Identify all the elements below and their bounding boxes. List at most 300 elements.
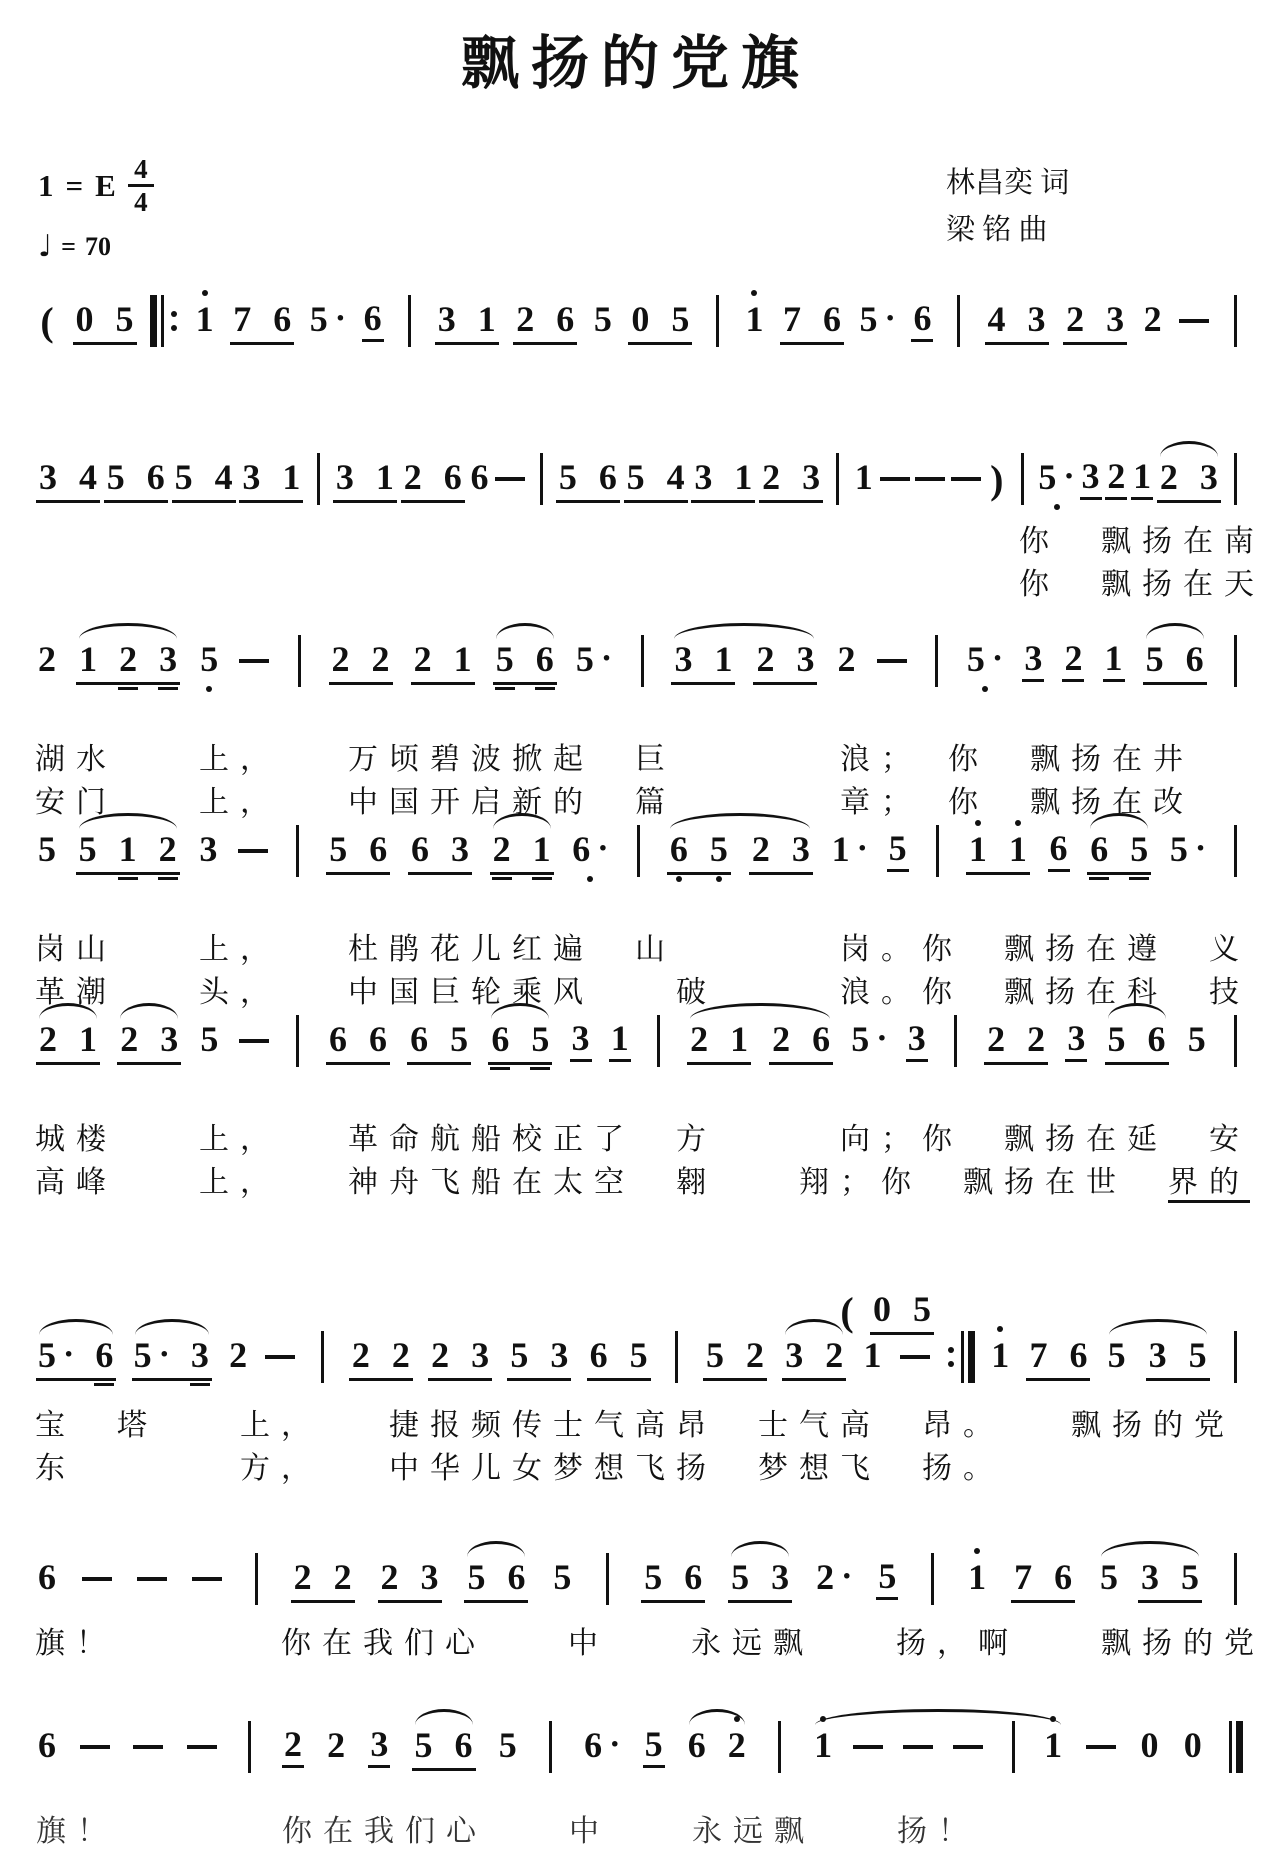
beam-group [686, 1006, 752, 1076]
note: 2 [431, 1335, 450, 1375]
note: 2 [281, 1712, 305, 1782]
parenthesis: ) [990, 456, 1004, 502]
lyrics-row [35, 928, 1248, 971]
notes-row [35, 1712, 1248, 1782]
note: 3 [674, 639, 693, 679]
note: 6 [684, 1557, 703, 1597]
lyric-text: 宝 塔 上， 捷报频传士气高昂 士气高 昂。 飘扬的党 [35, 1409, 1235, 1442]
barline [1224, 626, 1248, 696]
slur-group [727, 1544, 793, 1614]
note: 5 [528, 1006, 552, 1076]
note: 3 [450, 829, 469, 869]
beam-group [752, 626, 818, 696]
beam-group [965, 816, 1031, 886]
note: 5 · [133, 1335, 170, 1375]
note: 1 [1041, 1712, 1065, 1782]
tempo-equals: = [61, 231, 76, 261]
note: 1 [608, 1006, 632, 1076]
barline [706, 286, 730, 356]
barline [925, 816, 949, 886]
slur-group [1105, 1322, 1211, 1392]
note: 6 [1069, 1335, 1088, 1375]
note: 3 [335, 457, 354, 497]
barline [665, 1322, 689, 1392]
repeat-end-barline [945, 1322, 975, 1392]
note: 6 [589, 1335, 608, 1375]
note: 1 [282, 457, 301, 497]
beam-group [116, 1006, 182, 1076]
beam-group [406, 1006, 472, 1076]
note: 6 [146, 457, 165, 497]
note: 5 [1127, 816, 1151, 886]
barline [1011, 444, 1035, 514]
note: 2 [746, 1335, 765, 1375]
dash-note [913, 444, 947, 514]
note: 3 [694, 457, 713, 497]
beam-group [328, 626, 394, 696]
note: 1 [714, 639, 733, 679]
lyric-underlined: 界的 [1168, 1166, 1250, 1203]
note: 6 [556, 299, 575, 339]
note: 3 [905, 1006, 929, 1076]
dash-note [131, 1712, 165, 1782]
note: 5 · [965, 626, 1005, 696]
note: 5 [174, 457, 193, 497]
note: 3 [471, 1335, 490, 1375]
note: 1 [1130, 444, 1154, 514]
note: 1 [730, 1019, 749, 1059]
beam-group [487, 1006, 553, 1076]
beam-group [72, 286, 138, 356]
beam-group [1137, 1544, 1203, 1614]
note: 2 [39, 1019, 57, 1059]
note: 3 [550, 1335, 569, 1375]
lyrics-row [35, 563, 1265, 606]
note: 5 [642, 1712, 666, 1782]
note: 2 [371, 639, 390, 679]
barline [539, 1712, 563, 1782]
beam-group [400, 444, 466, 514]
beam-group [75, 816, 181, 886]
note: 6 [368, 1019, 387, 1059]
note: 2 [762, 457, 781, 497]
beam-group [768, 1006, 834, 1076]
note: 0 [1183, 1725, 1202, 1765]
key-tempo-block [38, 156, 154, 264]
dash-note [237, 626, 271, 696]
note: 1 [116, 816, 140, 886]
barline [647, 1006, 671, 1076]
note: 2 [116, 626, 140, 696]
note: 5 · [851, 1019, 888, 1059]
tempo-marking [38, 229, 154, 264]
note: 0 [631, 299, 650, 339]
barline [944, 1006, 968, 1076]
dash-note [190, 1544, 224, 1614]
note: 5 [450, 1019, 469, 1059]
note: 5 [875, 1544, 899, 1614]
note: 2 [413, 639, 432, 679]
barline [826, 444, 850, 514]
note: 5 · [859, 299, 896, 339]
key-equals: = [65, 167, 84, 203]
note: 2 [1143, 299, 1162, 339]
note: 3 [1021, 626, 1045, 696]
note: 6 [328, 1019, 347, 1059]
note: 6 · [584, 1725, 621, 1765]
beam-group [348, 1322, 414, 1392]
note: 3 [791, 829, 810, 869]
beam-group [229, 286, 295, 356]
note: 2 [38, 639, 56, 679]
note: 3 [199, 829, 218, 869]
notes-row [35, 816, 1248, 886]
lyric-text: 高峰 上， 神舟飞船在太空 翱 翔；你 飘扬在世 [35, 1166, 1168, 1199]
note: 7 [1029, 1335, 1048, 1375]
notes-row [35, 1322, 1248, 1392]
beam-group [512, 286, 578, 356]
beam-group [427, 1322, 493, 1392]
note: 7 [1014, 1557, 1033, 1597]
note: 3 [39, 457, 57, 497]
beam-group [131, 1322, 213, 1392]
note: 1 [79, 639, 98, 679]
system [35, 1544, 1265, 1665]
note: 2 [403, 457, 422, 497]
beam-group [492, 626, 558, 696]
note: 3 [1106, 299, 1125, 339]
note: 5 [38, 829, 56, 869]
notes-row [35, 1544, 1248, 1614]
note: 5 [731, 1557, 750, 1597]
beam-group [332, 444, 398, 514]
dash-note [898, 1322, 932, 1392]
note: 6 [410, 1019, 429, 1059]
note: 3 [1027, 299, 1046, 339]
note: 3 [156, 626, 180, 696]
beam-group [238, 444, 304, 514]
note: 4 [214, 457, 233, 497]
note: 6 [910, 286, 934, 356]
lyric-text: 安门 上， 中国开启新的 篇 章； 你 飘扬在改 [35, 786, 1194, 819]
note: 4 [666, 457, 685, 497]
dash-note [901, 1712, 935, 1782]
lyrics-block [35, 1404, 1248, 1490]
dash-note [263, 1322, 297, 1392]
barline [925, 626, 949, 696]
note: 5 [558, 457, 577, 497]
slur-group [1142, 626, 1208, 696]
note: 6 [273, 299, 292, 339]
system [35, 816, 1248, 1014]
note: 5 [510, 1335, 529, 1375]
note: 6 [1047, 816, 1071, 886]
note: 1 [742, 286, 766, 356]
slur-group [489, 816, 555, 886]
note: 2 [987, 1019, 1006, 1059]
note: 5 [1100, 1557, 1119, 1597]
slur-group [35, 1322, 117, 1392]
note: 5 [1181, 1557, 1200, 1597]
note: 2 [1159, 457, 1178, 497]
barline [595, 1544, 619, 1614]
note: 2 [380, 1557, 399, 1597]
lyrics-row [35, 738, 1248, 781]
slur-group [116, 1006, 182, 1076]
dash-note [185, 1712, 219, 1782]
barline [1224, 1544, 1248, 1614]
repeat-begin-barline [150, 286, 180, 356]
slur-group [670, 626, 818, 696]
note: 2 [756, 639, 775, 679]
key-name: E [95, 167, 116, 203]
dash-note [878, 444, 912, 514]
note: 6 [410, 829, 429, 869]
note: 1 [1102, 626, 1126, 696]
note: 2 [333, 1557, 352, 1597]
beam-group [325, 816, 391, 886]
beam-group [75, 626, 181, 696]
note: 2 [327, 1725, 346, 1765]
slur-group [666, 816, 814, 886]
beam-group [35, 444, 101, 514]
lyrics-row [35, 1118, 1248, 1161]
lyric-text: 你 飘扬在南 [35, 525, 1265, 558]
note: 4 [79, 457, 97, 497]
tempo-bpm: 70 [84, 231, 111, 261]
slur-group [75, 816, 181, 886]
note: 3 [796, 639, 815, 679]
dash-note [949, 444, 983, 514]
slur-group [1156, 444, 1222, 514]
note: 5 [593, 299, 612, 339]
key-signature [38, 156, 154, 215]
barline [626, 816, 650, 886]
note: 3 [802, 457, 821, 497]
beam-group [290, 1544, 356, 1614]
beam-group [983, 1006, 1049, 1076]
note: 5 [115, 299, 134, 339]
note: 3 [1141, 1557, 1160, 1597]
lyric-text: 你 飘扬在天 [35, 568, 1265, 601]
note: 6 [667, 816, 691, 886]
slur-group [35, 1006, 101, 1076]
note: 2 · [816, 1557, 853, 1597]
beam-group [555, 444, 621, 514]
note: 6 [488, 1006, 512, 1076]
note: 5 [467, 1557, 486, 1597]
beam-group [434, 286, 500, 356]
beam-group [623, 444, 689, 514]
barline [947, 286, 971, 356]
notes-row [35, 286, 1248, 356]
note: 5 [626, 457, 645, 497]
note: 7 [783, 299, 801, 339]
parenthesis: ( [840, 1288, 854, 1334]
note: 5 [707, 816, 731, 886]
note: 1 [811, 1712, 835, 1782]
beam-group [1010, 1544, 1076, 1614]
note: 2 [331, 639, 350, 679]
note: 1 [965, 1544, 989, 1614]
dash-note [237, 1006, 271, 1076]
dash-note [875, 626, 909, 696]
note: 1 [988, 1322, 1012, 1392]
beam-group [690, 444, 756, 514]
note: 2 [156, 816, 180, 886]
dash-note [1177, 286, 1211, 356]
note: 0 [873, 1289, 891, 1329]
note: 6 [533, 626, 557, 696]
note: 1 [530, 816, 554, 886]
beam-group [410, 626, 476, 696]
beam-group [1086, 816, 1152, 886]
note: 6 [823, 299, 841, 339]
beam-group [1142, 626, 1208, 696]
lyric-text: 东 方， 中华儿女梦想飞扬 梦想飞 扬。 [35, 1452, 1004, 1485]
slur-group [1097, 1544, 1203, 1614]
note: 5 [106, 457, 125, 497]
meter-bottom: 4 [134, 187, 148, 217]
lyrics-row [35, 1447, 1248, 1490]
parenthesis: ( [40, 298, 54, 344]
note: 5 · [575, 639, 613, 679]
note: 2 [837, 639, 856, 679]
page-title: 飘扬的党旗 [460, 31, 811, 96]
note: 6 [454, 1725, 473, 1765]
lyric-text: 湖水 上， 万顷碧波掀起 巨 浪； 你 飘扬在井 [35, 743, 1194, 776]
dash-note [78, 1712, 112, 1782]
lyrics-row [35, 1404, 1248, 1447]
barline [1001, 1712, 1025, 1782]
beam-group [727, 1544, 793, 1614]
note: 2 [391, 1335, 410, 1375]
note: 2 [229, 1335, 248, 1375]
barline [287, 626, 311, 696]
beam-group [463, 1544, 529, 1614]
barline [1224, 816, 1248, 886]
beam-group [35, 1322, 117, 1392]
note: 3 [1064, 1006, 1088, 1076]
note: 5 [414, 1725, 433, 1765]
note: 1 [193, 286, 217, 356]
note: 6 [1054, 1557, 1073, 1597]
key-tonic: 1 [38, 167, 54, 203]
note: 5 · [38, 1335, 75, 1375]
beam-group [781, 1322, 847, 1392]
note: 5 [644, 1557, 663, 1597]
barline [311, 1322, 335, 1392]
system [35, 1006, 1248, 1204]
note: 3 [1199, 457, 1218, 497]
note: 3 [160, 1019, 179, 1059]
notes-row [35, 444, 1248, 514]
quarter-note-icon: ♩ [38, 229, 53, 264]
lyrics-block [35, 1622, 1265, 1665]
slur-group [487, 1006, 553, 1076]
beam-group [1156, 444, 1222, 514]
note: 0 [1140, 1725, 1159, 1765]
system [35, 444, 1265, 606]
lyric-text: 旗！ 你在我们心 中 永远飘 扬，啊 飘扬的党 [35, 1627, 1265, 1660]
lyrics-block [35, 520, 1265, 606]
note: 6 [38, 1725, 56, 1765]
composer-credit: 梁 铭 曲 [946, 214, 1048, 246]
beam-group [1145, 1322, 1211, 1392]
final-barline [1224, 1712, 1248, 1782]
barline [286, 1006, 310, 1076]
beam-group [407, 816, 473, 886]
note: 5 [498, 1725, 517, 1765]
system [35, 1712, 1248, 1782]
beam-group [325, 1006, 391, 1076]
barline [920, 1544, 944, 1614]
lyrics-block [35, 1118, 1248, 1204]
system [35, 286, 1248, 356]
note: 3 [367, 1712, 391, 1782]
note: 6 [38, 1557, 56, 1597]
beam-group [103, 444, 169, 514]
note: 6 [812, 1019, 831, 1059]
note: 6 [470, 457, 489, 497]
slur-group [131, 1322, 213, 1392]
note: 2 [1104, 444, 1128, 514]
cutoff-lyrics-row: 旗！ 你在我们心 中 永远飘 扬！ [36, 1815, 979, 1848]
beam-group [1025, 1322, 1091, 1392]
note: 6 [1087, 816, 1111, 886]
dash-note [493, 444, 527, 514]
beam-group [377, 1544, 443, 1614]
note: 3 [420, 1557, 439, 1597]
note: 7 [233, 299, 252, 339]
note: 2 [825, 1335, 844, 1375]
slur-group [685, 1712, 749, 1782]
slur-group [686, 1006, 834, 1076]
note: 2 [1066, 299, 1085, 339]
note: 3 [242, 457, 261, 497]
note: 6 [443, 457, 462, 497]
barline [306, 444, 330, 514]
lyrics-row [35, 1622, 1265, 1665]
note: 5 · [1169, 829, 1207, 869]
note: 1 [734, 457, 753, 497]
note: 5 [493, 626, 517, 696]
slur-group [411, 1712, 477, 1782]
note: 6 [687, 1725, 706, 1765]
lyric-text: 城楼 上， 革命航船校正了 方 向；你 飘扬在延 安 [35, 1123, 1250, 1156]
note: 1 · [831, 829, 868, 869]
lyrics-block [35, 928, 1248, 1014]
note: 5 [1145, 639, 1164, 679]
barline [1224, 444, 1248, 514]
barline [245, 1544, 269, 1614]
slur-group [75, 626, 181, 696]
slur-group [781, 1322, 847, 1392]
barline [286, 816, 310, 886]
note: 2 [1027, 1019, 1046, 1059]
note: 2 [1061, 626, 1085, 696]
dash-note [80, 1544, 114, 1614]
note: 3 [1079, 444, 1103, 514]
note: 5 [706, 1335, 725, 1375]
note: 2 [120, 1019, 139, 1059]
beam-group [171, 444, 237, 514]
note: 1 [375, 457, 394, 497]
slur-group [1104, 1006, 1170, 1076]
dash-note [1084, 1712, 1118, 1782]
dash-note [135, 1544, 169, 1614]
barline [238, 1712, 262, 1782]
